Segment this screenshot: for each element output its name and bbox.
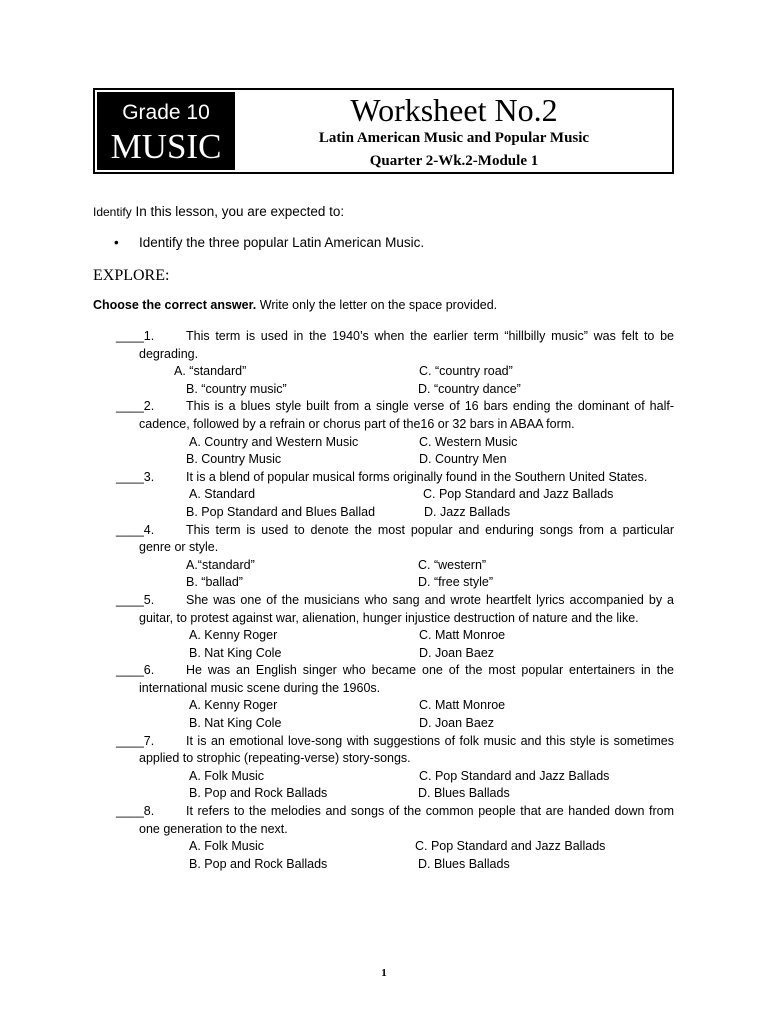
question-text: He was an English singer who became one of the most popular entertainers in the international music scene during the 1960s.: [139, 663, 674, 695]
question-item: [116, 662, 674, 732]
subject-label: MUSIC: [110, 127, 222, 166]
option-row: [116, 697, 674, 715]
option-row: [116, 451, 674, 469]
page-number: 1: [381, 967, 387, 979]
intro-lead: Identify: [93, 205, 132, 219]
worksheet-title: Worksheet No.2: [350, 92, 558, 128]
question-number: ____6.: [116, 663, 155, 678]
answer-option: B. Pop and Rock Ballads: [189, 856, 328, 871]
answer-option: D. Jazz Ballads: [424, 504, 511, 519]
option-row: [116, 838, 674, 856]
answer-option: C. Western Music: [419, 434, 518, 449]
question-text: This is a blues style built from a single verse of 16 bars ending the dominant of half-cadence, followed by a refrain or chorus part of the16 or 32 bars in ABAA form.: [139, 399, 674, 431]
answer-option: C. Pop Standard and Jazz Ballads: [423, 487, 614, 502]
question-stem: [116, 522, 674, 557]
grade-subject-panel: [97, 92, 235, 170]
question-text-wrap: [139, 522, 674, 557]
answer-option: D. Joan Baez: [419, 645, 495, 660]
answer-option: B. “ballad”: [186, 575, 243, 590]
question-text: It is an emotional love-song with suggestions of folk music and this style is sometimes applied to strophic (repeating-verse) story-songs.: [139, 733, 674, 766]
answer-option: A. Kenny Roger: [189, 698, 278, 713]
answer-option: C. Pop Standard and Jazz Ballads: [419, 768, 610, 783]
answer-option: A.“standard”: [186, 557, 255, 572]
question-text: This term is used in the 1940’s when the earlier term “hillbilly music” was felt to be degrading.: [139, 329, 674, 361]
question-stem: [116, 328, 674, 363]
option-row: [116, 574, 674, 592]
answer-option: A. Kenny Roger: [189, 628, 278, 643]
bullet-dot: •: [114, 235, 119, 250]
worksheet-quarter: Quarter 2-Wk.2-Module 1: [369, 153, 539, 169]
instruction-rest: Write only the letter on the space provided.: [259, 298, 498, 312]
option-row: [116, 504, 674, 522]
option-row: [116, 434, 674, 452]
answer-option: B. Nat King Cole: [189, 645, 282, 660]
answer-option: D. Country Men: [419, 452, 507, 467]
question-number: ____8.: [116, 804, 155, 819]
answer-option: A. Standard: [189, 487, 256, 502]
question-stem: [116, 398, 674, 433]
lesson-intro: [93, 204, 344, 220]
option-row: [116, 627, 674, 645]
answer-option: C. Matt Monroe: [419, 698, 506, 713]
option-row: [116, 381, 674, 399]
question-text-wrap: [139, 662, 674, 697]
question-item: [116, 328, 674, 398]
question-stem: [116, 662, 674, 697]
explore-heading: EXPLORE:: [93, 267, 170, 284]
question-number: ____3.: [116, 469, 155, 484]
option-row: [116, 856, 674, 874]
answer-option: A. Folk Music: [189, 839, 265, 854]
answer-option: D. “country dance”: [418, 381, 521, 396]
question-text: She was one of the musicians who sang and wrote heartfelt lyrics accompanied by a guitar, to protest against war, alienation, hunger injustice destruction of nature and the like.: [139, 592, 674, 625]
question-item: [116, 803, 674, 873]
question-number: ____4.: [116, 522, 155, 537]
answer-option: C. “country road”: [419, 364, 513, 379]
worksheet-header: [93, 88, 674, 174]
question-number: ____7.: [116, 733, 155, 748]
option-row: [116, 557, 674, 575]
answer-option: A. Country and Western Music: [189, 434, 359, 449]
answer-option: C. Matt Monroe: [419, 628, 506, 643]
objective-text: Identify the three popular Latin American Music.: [139, 235, 425, 250]
answer-option: D. Joan Baez: [419, 716, 495, 731]
option-row: [116, 645, 674, 663]
question-stem: [116, 733, 674, 768]
question-text-wrap: [139, 592, 674, 627]
answer-option: D. Blues Ballads: [418, 786, 510, 801]
answer-option: A. Folk Music: [189, 768, 265, 783]
objective-bullet: [114, 235, 424, 251]
question-text: It is a blend of popular musical forms originally found in the Southern United States.: [186, 469, 648, 484]
question-stem: [116, 469, 674, 487]
instruction: [93, 298, 497, 313]
question-text-wrap: [139, 398, 674, 433]
question-item: [116, 398, 674, 468]
question-item: [116, 592, 674, 662]
question-text-wrap: [139, 733, 674, 768]
question-item: [116, 522, 674, 592]
intro-text: In this lesson, you are expected to:: [135, 204, 345, 219]
worksheet-subtitle: Latin American Music and Popular Music: [318, 130, 590, 146]
answer-option: A. “standard”: [174, 364, 247, 379]
answer-option: B. Country Music: [186, 452, 282, 467]
question-text-wrap: [139, 328, 674, 363]
option-row: [116, 486, 674, 504]
question-number: ____5.: [116, 592, 155, 607]
instruction-bold: Choose the correct answer.: [93, 298, 257, 312]
answer-option: C. Pop Standard and Jazz Ballads: [415, 839, 606, 854]
question-list: [116, 328, 674, 873]
answer-option: D. Blues Ballads: [418, 856, 510, 871]
question-number: ____1.: [116, 329, 155, 343]
option-row: [116, 715, 674, 733]
answer-option: C. “western”: [418, 557, 487, 572]
answer-option: B. “country music”: [186, 381, 287, 396]
question-text: This term is used to denote the most popular and enduring songs from a particular genre or style.: [139, 522, 674, 555]
answer-option: B. Pop Standard and Blues Ballad: [186, 504, 376, 519]
option-row: [116, 768, 674, 786]
question-number: ____2.: [116, 399, 155, 414]
answer-option: D. “free style”: [418, 575, 494, 590]
option-row: [116, 785, 674, 803]
question-item: [116, 469, 674, 522]
question-text-wrap: [139, 469, 674, 487]
question-text-wrap: [139, 803, 674, 838]
grade-label: Grade 10: [122, 101, 210, 124]
question-stem: [116, 592, 674, 627]
question-item: [116, 733, 674, 803]
question-text: It refers to the melodies and songs of the common people that are handed down from one generation to the next.: [139, 804, 674, 836]
option-row: [116, 363, 674, 381]
answer-option: B. Nat King Cole: [189, 716, 282, 731]
question-stem: [116, 803, 674, 838]
answer-option: B. Pop and Rock Ballads: [189, 786, 328, 801]
